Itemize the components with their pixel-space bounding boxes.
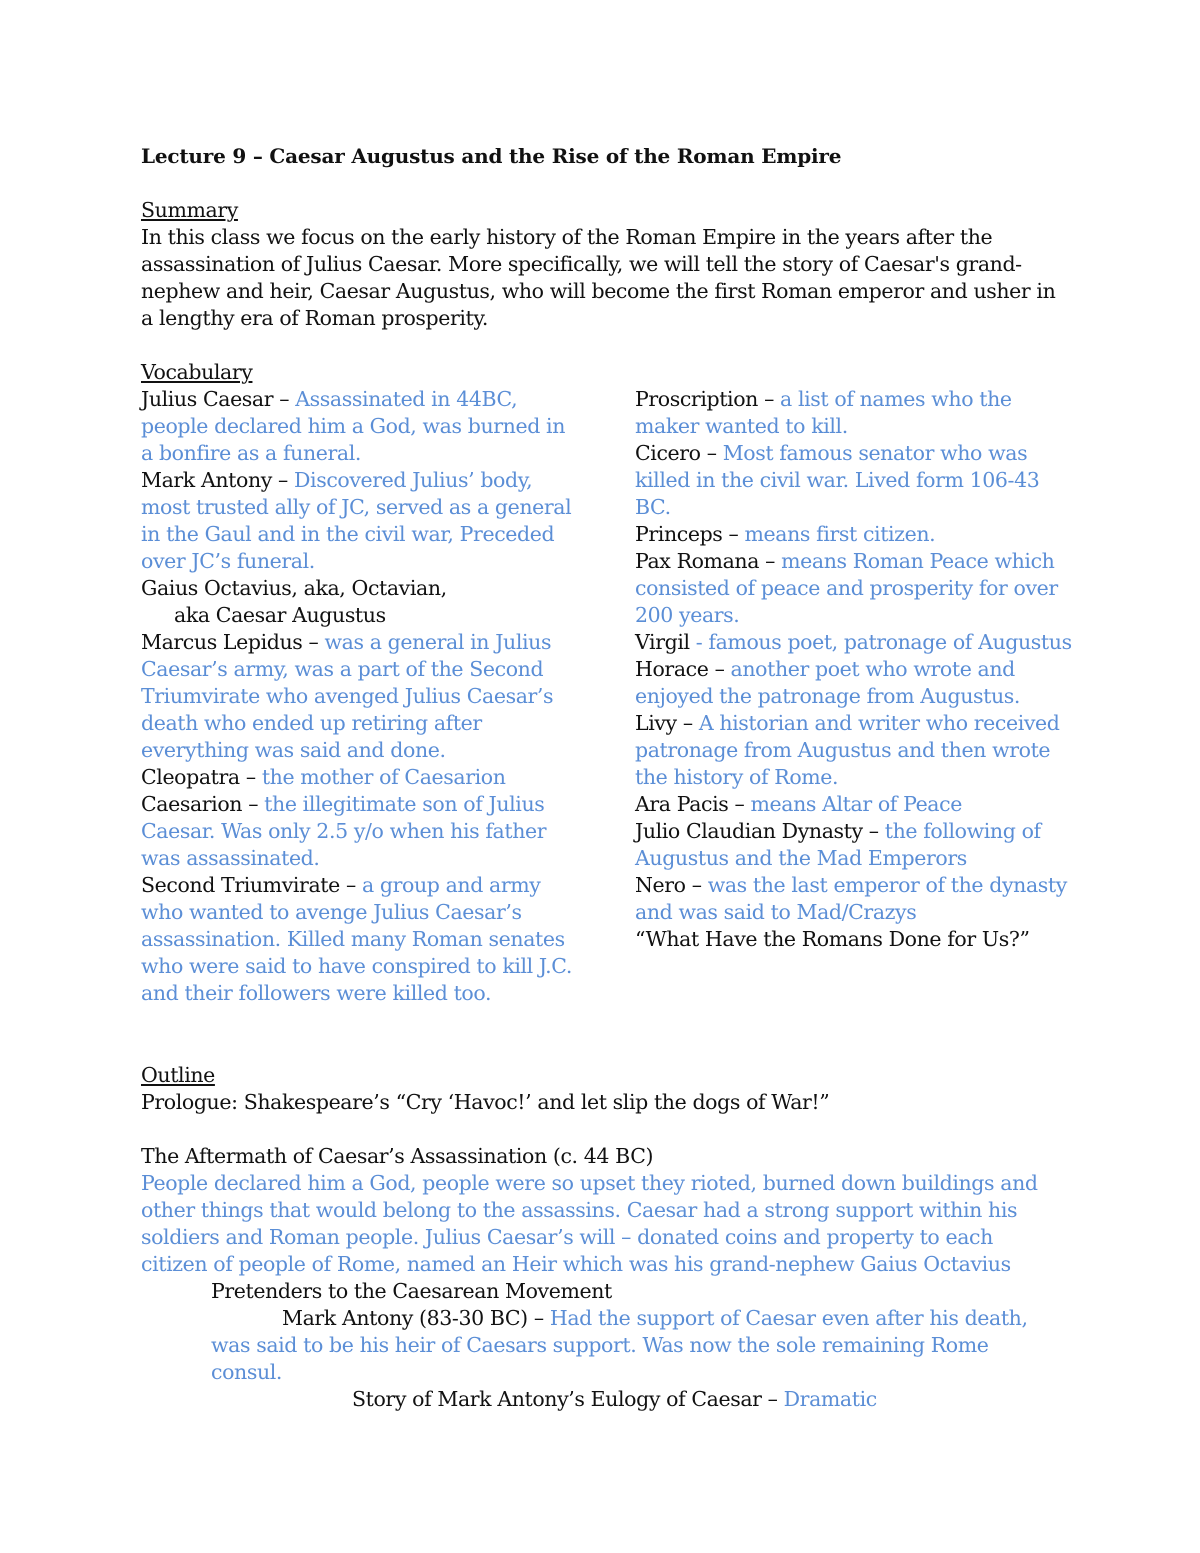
summary-section [141,197,1061,332]
vocab-term: Caesarion – [141,792,265,816]
vocab-entry [141,872,581,1007]
outline-heading: Outline [141,1063,215,1087]
vocab-definition: was a general in Julius Caesar’s army, was a part of the Second Triumvirate who avenged Julius Caesar’s death who ended up retiring after everything was said and done. [141,630,554,762]
outline-eulogy-term: Story of Mark Antony’s Eulogy of Caesar – [352,1387,784,1411]
vocab-term: Horace – [635,657,731,681]
vocab-term: Cleopatra – [141,765,262,789]
vocab-entry [141,575,581,602]
vocab-entry [141,467,581,575]
vocab-term: Mark Antony – [141,468,295,492]
outline-mark-antony [141,1305,1061,1386]
vocab-definition: a list of names who the maker wanted to kill. [635,387,1012,438]
vocab-entry [141,386,581,467]
vocab-definition: the following of Augustus and the Mad Emperors [635,819,1041,870]
outline-mark-antony-def: Had the support of Caesar even after his death, was said to be his heir of Caesars support. Was now the sole remaining Rome consul. [211,1306,1028,1384]
vocab-definition: Discovered Julius’ body, most trusted ally of JC, served as a general in the Gaul and in the civil war, Preceded over JC’s funeral. [141,468,572,573]
vocab-entry [635,872,1075,926]
vocab-entry [635,440,1075,521]
vocab-term: Virgil [635,630,696,654]
vocab-term: Cicero – [635,441,723,465]
outline-aftermath-heading: The Aftermath of Caesar’s Assassination (c. 44 BC) [141,1144,654,1168]
vocab-definition: - famous poet, patronage of Augustus [695,630,1072,654]
vocab-term: Princeps – [635,522,745,546]
outline-pretenders: Pretenders to the Caesarean Movement [211,1279,612,1303]
vocab-term: Nero – [635,873,708,897]
outline-eulogy-def: Dramatic [783,1387,877,1411]
vocab-term: Proscription – [635,387,781,411]
vocabulary-left-column [141,359,581,1007]
vocabulary-right-column [635,386,1075,953]
vocab-entry [635,521,1075,548]
vocab-entry [141,602,581,629]
vocab-entry [141,764,581,791]
vocab-entry [635,629,1075,656]
vocab-term: “What Have the Romans Done for Us?” [635,927,1030,951]
vocab-term: Marcus Lepidus – [141,630,325,654]
vocab-entry [141,629,581,764]
summary-heading: Summary [141,198,238,222]
outline-prologue: Prologue: Shakespeare’s “Cry ‘Havoc!’ and let slip the dogs of War!” [141,1090,830,1114]
vocab-term: Pax Romana – [635,549,782,573]
vocab-entry [635,386,1075,440]
vocab-entry [635,710,1075,791]
vocab-term: Gaius Octavius, aka, Octavian, [141,576,447,600]
vocab-definition: means Altar of Peace [750,792,962,816]
page-title: Lecture 9 – Caesar Augustus and the Rise of the Roman Empire [141,144,842,168]
spacer [141,1116,1061,1143]
vocab-term: Julius Caesar – [141,387,296,411]
vocab-definition: A historian and writer who received patronage from Augustus and then wrote the history of Rome. [635,711,1060,789]
vocab-entry [635,791,1075,818]
summary-text: In this class we focus on the early history of the Roman Empire in the years after the assassination of Julius Caesar. More specifically, we will tell the story of Caesar's grand-nephew and heir, Caesar Augustus, who will become the first Roman emperor and usher in a lengthy era of Roman prosperity. [141,225,1056,330]
vocab-entry [635,818,1075,872]
vocab-entry [141,791,581,872]
vocab-definition: another poet who wrote and enjoyed the patronage from Augustus. [635,657,1021,708]
vocab-entry [635,548,1075,629]
vocab-term: Julio Claudian Dynasty – [635,819,885,843]
vocab-definition: means first citizen. [744,522,936,546]
vocab-term: aka Caesar Augustus [174,603,386,627]
outline-mark-antony-term: Mark Antony (83-30 BC) – [282,1306,550,1330]
outline-section [141,1062,1061,1413]
vocab-definition: a group and army who wanted to avenge Julius Caesar’s assassination. Killed many Roman senates who were said to have conspired to kill J.C. and their followers were killed too. [141,873,572,1005]
vocab-definition: means Roman Peace which consisted of peace and prosperity for over 200 years. [635,549,1058,627]
vocab-definition: was the last emperor of the dynasty and was said to Mad/Crazys [635,873,1067,924]
vocab-definition: Assassinated in 44BC, people declared him a God, was burned in a bonfire as a funeral. [141,387,565,465]
vocab-term: Livy – [635,711,699,735]
vocab-definition: the mother of Caesarion [261,765,506,789]
outline-eulogy [141,1386,1061,1413]
vocab-term: Second Triumvirate – [141,873,362,897]
vocab-term: Ara Pacis – [635,792,751,816]
vocabulary-heading: Vocabulary [141,360,253,384]
vocab-entry [635,656,1075,710]
outline-aftermath-text: People declared him a God, people were so upset they rioted, burned down buildings and other things that would belong to the assassins. Caesar had a strong support within his soldiers and Roman people. Julius Caesar’s will – donated coins and property to each citizen of people of Rome, named an Heir which was his grand-nephew Gaius Octavius [141,1171,1038,1276]
vocab-entry [635,926,1075,953]
vocab-definition: Most famous senator who was killed in the civil war. Lived form 106-43 BC. [635,441,1040,519]
vocab-definition: the illegitimate son of Julius Caesar. Was only 2.5 y/o when his father was assassinated. [141,792,547,870]
